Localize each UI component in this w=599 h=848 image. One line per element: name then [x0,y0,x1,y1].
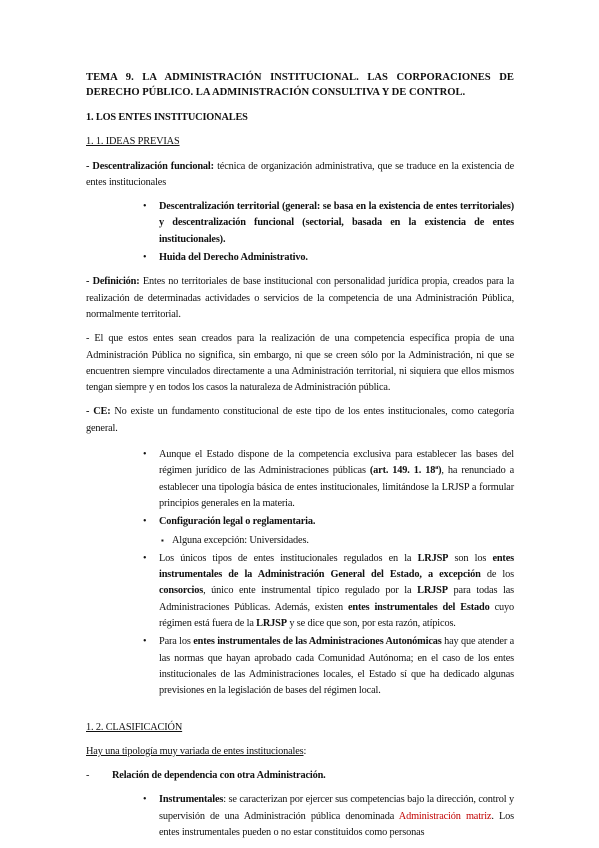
paragraph-ce: - CE: No existe un fundamento constitucional de este tipo de los entes institucionales, como categoría general. [86,406,514,434]
dash-item: - Relación de dependencia con otra Administración. [112,768,514,784]
list-item: • Descentralización territorial (general: se basa en la existencia de entes territoriales) y descentralización funcional (sectorial, basada en la existencia de entes institucionales). [143,201,514,245]
list-item: • Huida del Derecho Administrativo. [159,250,514,266]
spacer [86,702,514,720]
paragraph-tipologia: Hay una tipología muy variada de entes institucionales: [86,745,307,757]
square-bullet-icon: ▪ [161,535,164,545]
dash-icon: - [86,770,90,782]
bullet-icon: • [143,201,147,213]
bullet-icon: • [143,636,147,648]
paragraph-definicion: - Definición: Entes no territoriales de base institucional con personalidad jurídica propia, creados para la realización de determinadas actividades o servicios de la competencia de una Administración Pública, normalmente territorial. [86,276,515,320]
sub-list-item: ▪ Alguna excepción: Universidades. [172,533,514,549]
bullet-icon: • [143,449,147,461]
section-heading: 1. LOS ENTES INSTITUCIONALES [86,112,248,123]
bullet-icon: • [143,552,147,564]
term-label: - Descentralización funcional: [86,160,214,172]
highlighted-term: Administración matriz [398,810,492,822]
bullet-icon: • [143,252,147,264]
subsection-heading: 1. 2. CLASIFICACIÓN [86,721,183,733]
paragraph-creacion: - El que estos entes sean creados para la realización de una competencia específica propia de una Administración Pública no significa, sin embargo, ni que se creen sólo por la Administración, ni que se encuentren siempre vinculados directamente a una Administración territorial, ni siquiera que ellos mismos tengan siempre y en todos los casos la naturaleza de Administración pública. [86,333,514,394]
paragraph-descentralizacion: - Descentralización funcional: técnica de organización administrativa, que se traduce en la existencia de entes institucionales [86,160,514,188]
list-item: • Instrumentales: se caracterizan por ejercer sus competencias bajo la dirección, control y supervisión de una Administración pública denominada Administración matriz. Los entes instrumentales pueden o no estar constituidos como personas [143,794,514,838]
subsection-heading: 1. 1. IDEAS PREVIAS [86,136,180,148]
document-body [86,70,514,843]
document-title: TEMA 9. LA ADMINISTRACIÓN INSTITUCIONAL. LAS CORPORACIONES DE DERECHO PÚBLICO. LA ADMINISTRACIÓN CONSULTIVA Y DE CONTROL. [86,72,514,98]
term-label: - CE: [86,406,111,418]
term-label: - Definición: [86,276,140,288]
list-item: • Configuración legal o reglamentaria. [159,514,514,530]
bullet-icon: • [143,516,147,528]
list-item: • Para los entes instrumentales de las Administraciones Autonómicas hay que atender a las normas que hayan aprobado cada Comunidad Autónoma; en el caso de los entes institucionales de las Administraciones locales, el Estado sí que ha dedicado algunas previsiones en la legislación de bases del régimen local. [143,636,514,697]
list-item: • Aunque el Estado dispone de la competencia exclusiva para establecer las bases del régimen jurídico de las Administraciones públicas (art. 149. 1. 18ª), ha renunciado a establecer una tipología básica de entes institucionales, limitándose la LRJSP a formular principios generales en la materia. [143,449,515,509]
bullet-icon: • [143,794,147,806]
list-item: • Los únicos tipos de entes institucionales regulados en la LRJSP son los entes instrumentales de la Administración General del Estado, a excepción de los consorcios, único ente instrumental típico regulado por la LRJSP para todas las Administraciones Públicas. Además, existen entes instrumentales del Estado cuyo régimen está fuera de la LRJSP y se dice que son, por esta razón, atípicos. [143,552,514,630]
